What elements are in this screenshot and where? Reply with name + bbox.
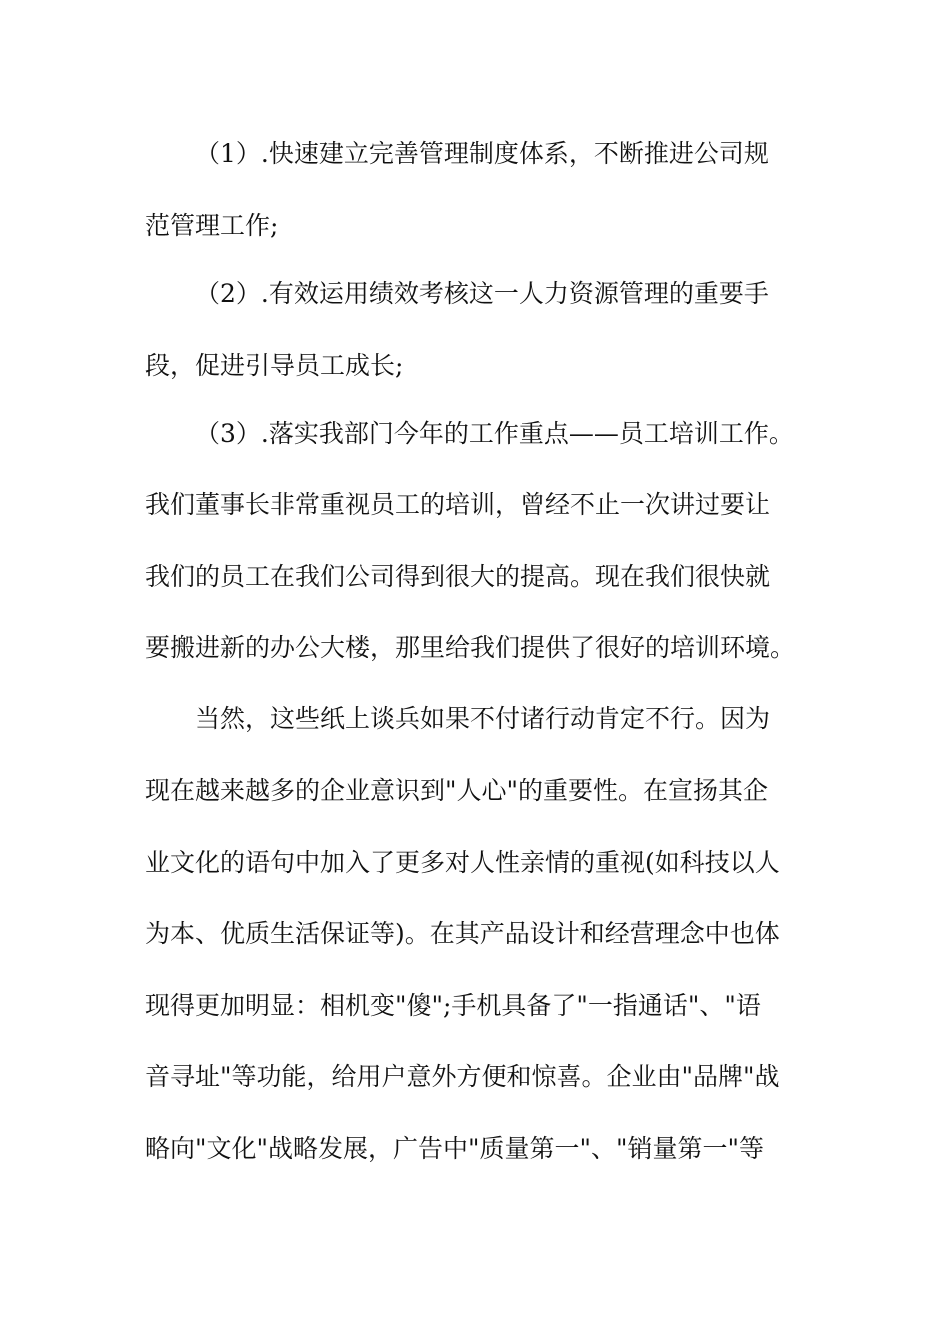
text-line-item-3-cont-2: 我们的员工在我们公司得到很大的提高。现在我们很快就 bbox=[145, 562, 771, 591]
text-line-paragraph: 略向"文化"战略发展，广告中"质量第一"、"销量第一"等 bbox=[145, 1134, 764, 1163]
text-line-paragraph: 业文化的语句中加入了更多对人性亲情的重视(如科技以人 bbox=[145, 848, 780, 877]
text-line-paragraph: 现得更加明显：相机变"傻";手机具备了"一指通话"、"语 bbox=[145, 991, 761, 1020]
text-line-item-3-cont-1: 我们董事长非常重视员工的培训，曾经不止一次讲过要让 bbox=[145, 490, 771, 519]
text-line-paragraph: 现在越来越多的企业意识到"人心"的重要性。在宣扬其企 bbox=[145, 776, 769, 805]
text-line-paragraph-start: 当然，这些纸上谈兵如果不付诸行动肯定不行。因为 bbox=[195, 704, 771, 733]
text-line-item-2-cont: 段，促进引导员工成长; bbox=[145, 351, 404, 380]
text-line-item-1-cont: 范管理工作; bbox=[145, 211, 279, 240]
text-line-paragraph: 为本、优质生活保证等)。在其产品设计和经营理念中也体 bbox=[145, 919, 780, 948]
text-line-item-2: （2）.有效运用绩效考核这一人力资源管理的重要手 bbox=[195, 279, 769, 308]
text-line-paragraph: 音寻址"等功能，给用户意外方便和惊喜。企业由"品牌"战 bbox=[145, 1062, 780, 1091]
text-line-item-1: （1）.快速建立完善管理制度体系，不断推进公司规 bbox=[195, 139, 769, 168]
text-line-item-3-cont-3: 要搬进新的办公大楼，那里给我们提供了很好的培训环境。 bbox=[145, 633, 796, 662]
text-line-item-3: （3）.落实我部门今年的工作重点——员工培训工作。 bbox=[195, 419, 794, 448]
